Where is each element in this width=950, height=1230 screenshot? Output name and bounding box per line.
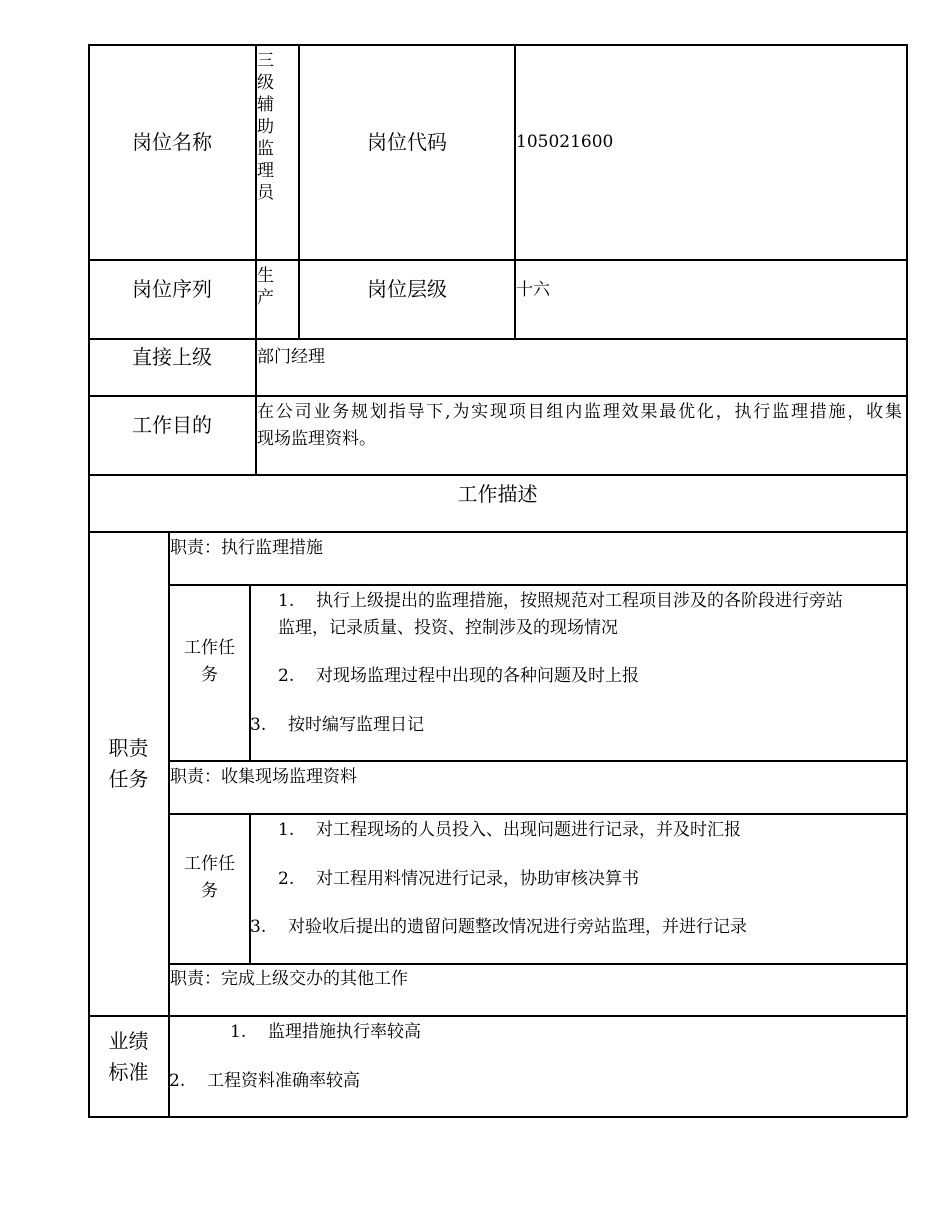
post-name-label: 岗位名称 xyxy=(132,130,212,154)
purpose-text-line-2: 现场监理资料。 xyxy=(257,429,376,449)
task-number: 3. xyxy=(250,917,267,937)
task-label-line-2: 务 xyxy=(201,665,218,685)
task-text-line-1: 对工程现场的人员投入、出现问题进行记录，并及时汇报 xyxy=(316,820,741,840)
post-seq-label: 岗位序列 xyxy=(132,277,212,301)
table-border-left xyxy=(88,44,90,1117)
post-name-value: 三级辅助监理员 xyxy=(257,51,274,203)
row-divider xyxy=(88,1015,907,1017)
purpose-text-line-1: 在公司业务规划指导下,为实现项目组内监理效果最优化，执行监理措施，收集 xyxy=(257,402,902,422)
task-text-line-1: 对验收后提出的遗留问题整改情况进行旁站监理，并进行记录 xyxy=(288,917,747,937)
duty-task-label-line-2: 任务 xyxy=(108,767,149,791)
task-number: 3. xyxy=(250,715,267,735)
row-divider xyxy=(88,395,907,397)
row-divider xyxy=(88,259,907,261)
task-number: 2. xyxy=(278,869,295,889)
task-number: 1. xyxy=(278,820,295,840)
post-level-label: 岗位层级 xyxy=(367,277,447,301)
work-description-title: 工作描述 xyxy=(457,482,538,506)
row-divider xyxy=(88,474,907,476)
table-border-bottom xyxy=(88,1116,907,1118)
task-label-line-1: 工作任 xyxy=(184,638,235,658)
row-divider xyxy=(88,338,907,340)
duty-title: 职责：执行监理措施 xyxy=(170,538,323,558)
post-level-value: 十六 xyxy=(516,280,550,300)
post-seq-value: 生产 xyxy=(257,266,274,308)
task-text-line-1: 执行上级提出的监理措施，按照规范对工程项目涉及的各阶段进行旁站 xyxy=(316,591,843,611)
performance-item-number: 1. xyxy=(230,1022,247,1042)
task-text-line-1: 按时编写监理日记 xyxy=(288,715,424,735)
row-divider xyxy=(169,963,907,965)
performance-item-text: 监理措施执行率较高 xyxy=(268,1022,421,1042)
table-border-top xyxy=(88,44,907,46)
task-label-line-2: 务 xyxy=(201,881,218,901)
row-divider xyxy=(169,584,907,586)
duty-title: 职责：完成上级交办的其他工作 xyxy=(170,969,408,989)
superior-label: 直接上级 xyxy=(132,345,212,369)
post-code-label: 岗位代码 xyxy=(367,130,447,154)
duty-task-label-line-1: 职责 xyxy=(108,736,149,760)
row-divider xyxy=(169,813,907,815)
post-code-value: 105021600 xyxy=(516,132,614,152)
performance-item-number: 2. xyxy=(169,1071,186,1091)
performance-item-text: 工程资料准确率较高 xyxy=(207,1071,360,1091)
task-number: 2. xyxy=(278,666,295,686)
task-text-line-1: 对工程用料情况进行记录，协助审核决算书 xyxy=(316,869,639,889)
row-divider xyxy=(169,760,907,762)
superior-value: 部门经理 xyxy=(257,347,325,367)
purpose-label: 工作目的 xyxy=(132,413,212,437)
task-label-line-1: 工作任 xyxy=(184,854,235,874)
task-number: 1. xyxy=(278,591,295,611)
performance-label-line-2: 标准 xyxy=(108,1060,149,1084)
task-text-line-1: 对现场监理过程中出现的各种问题及时上报 xyxy=(316,666,639,686)
row-divider xyxy=(88,531,907,533)
performance-label-line-1: 业绩 xyxy=(108,1029,149,1053)
task-text-line-2: 监理，记录质量、投资、控制涉及的现场情况 xyxy=(278,618,618,638)
duty-title: 职责：收集现场监理资料 xyxy=(170,767,357,787)
table-border-right xyxy=(906,44,908,1117)
